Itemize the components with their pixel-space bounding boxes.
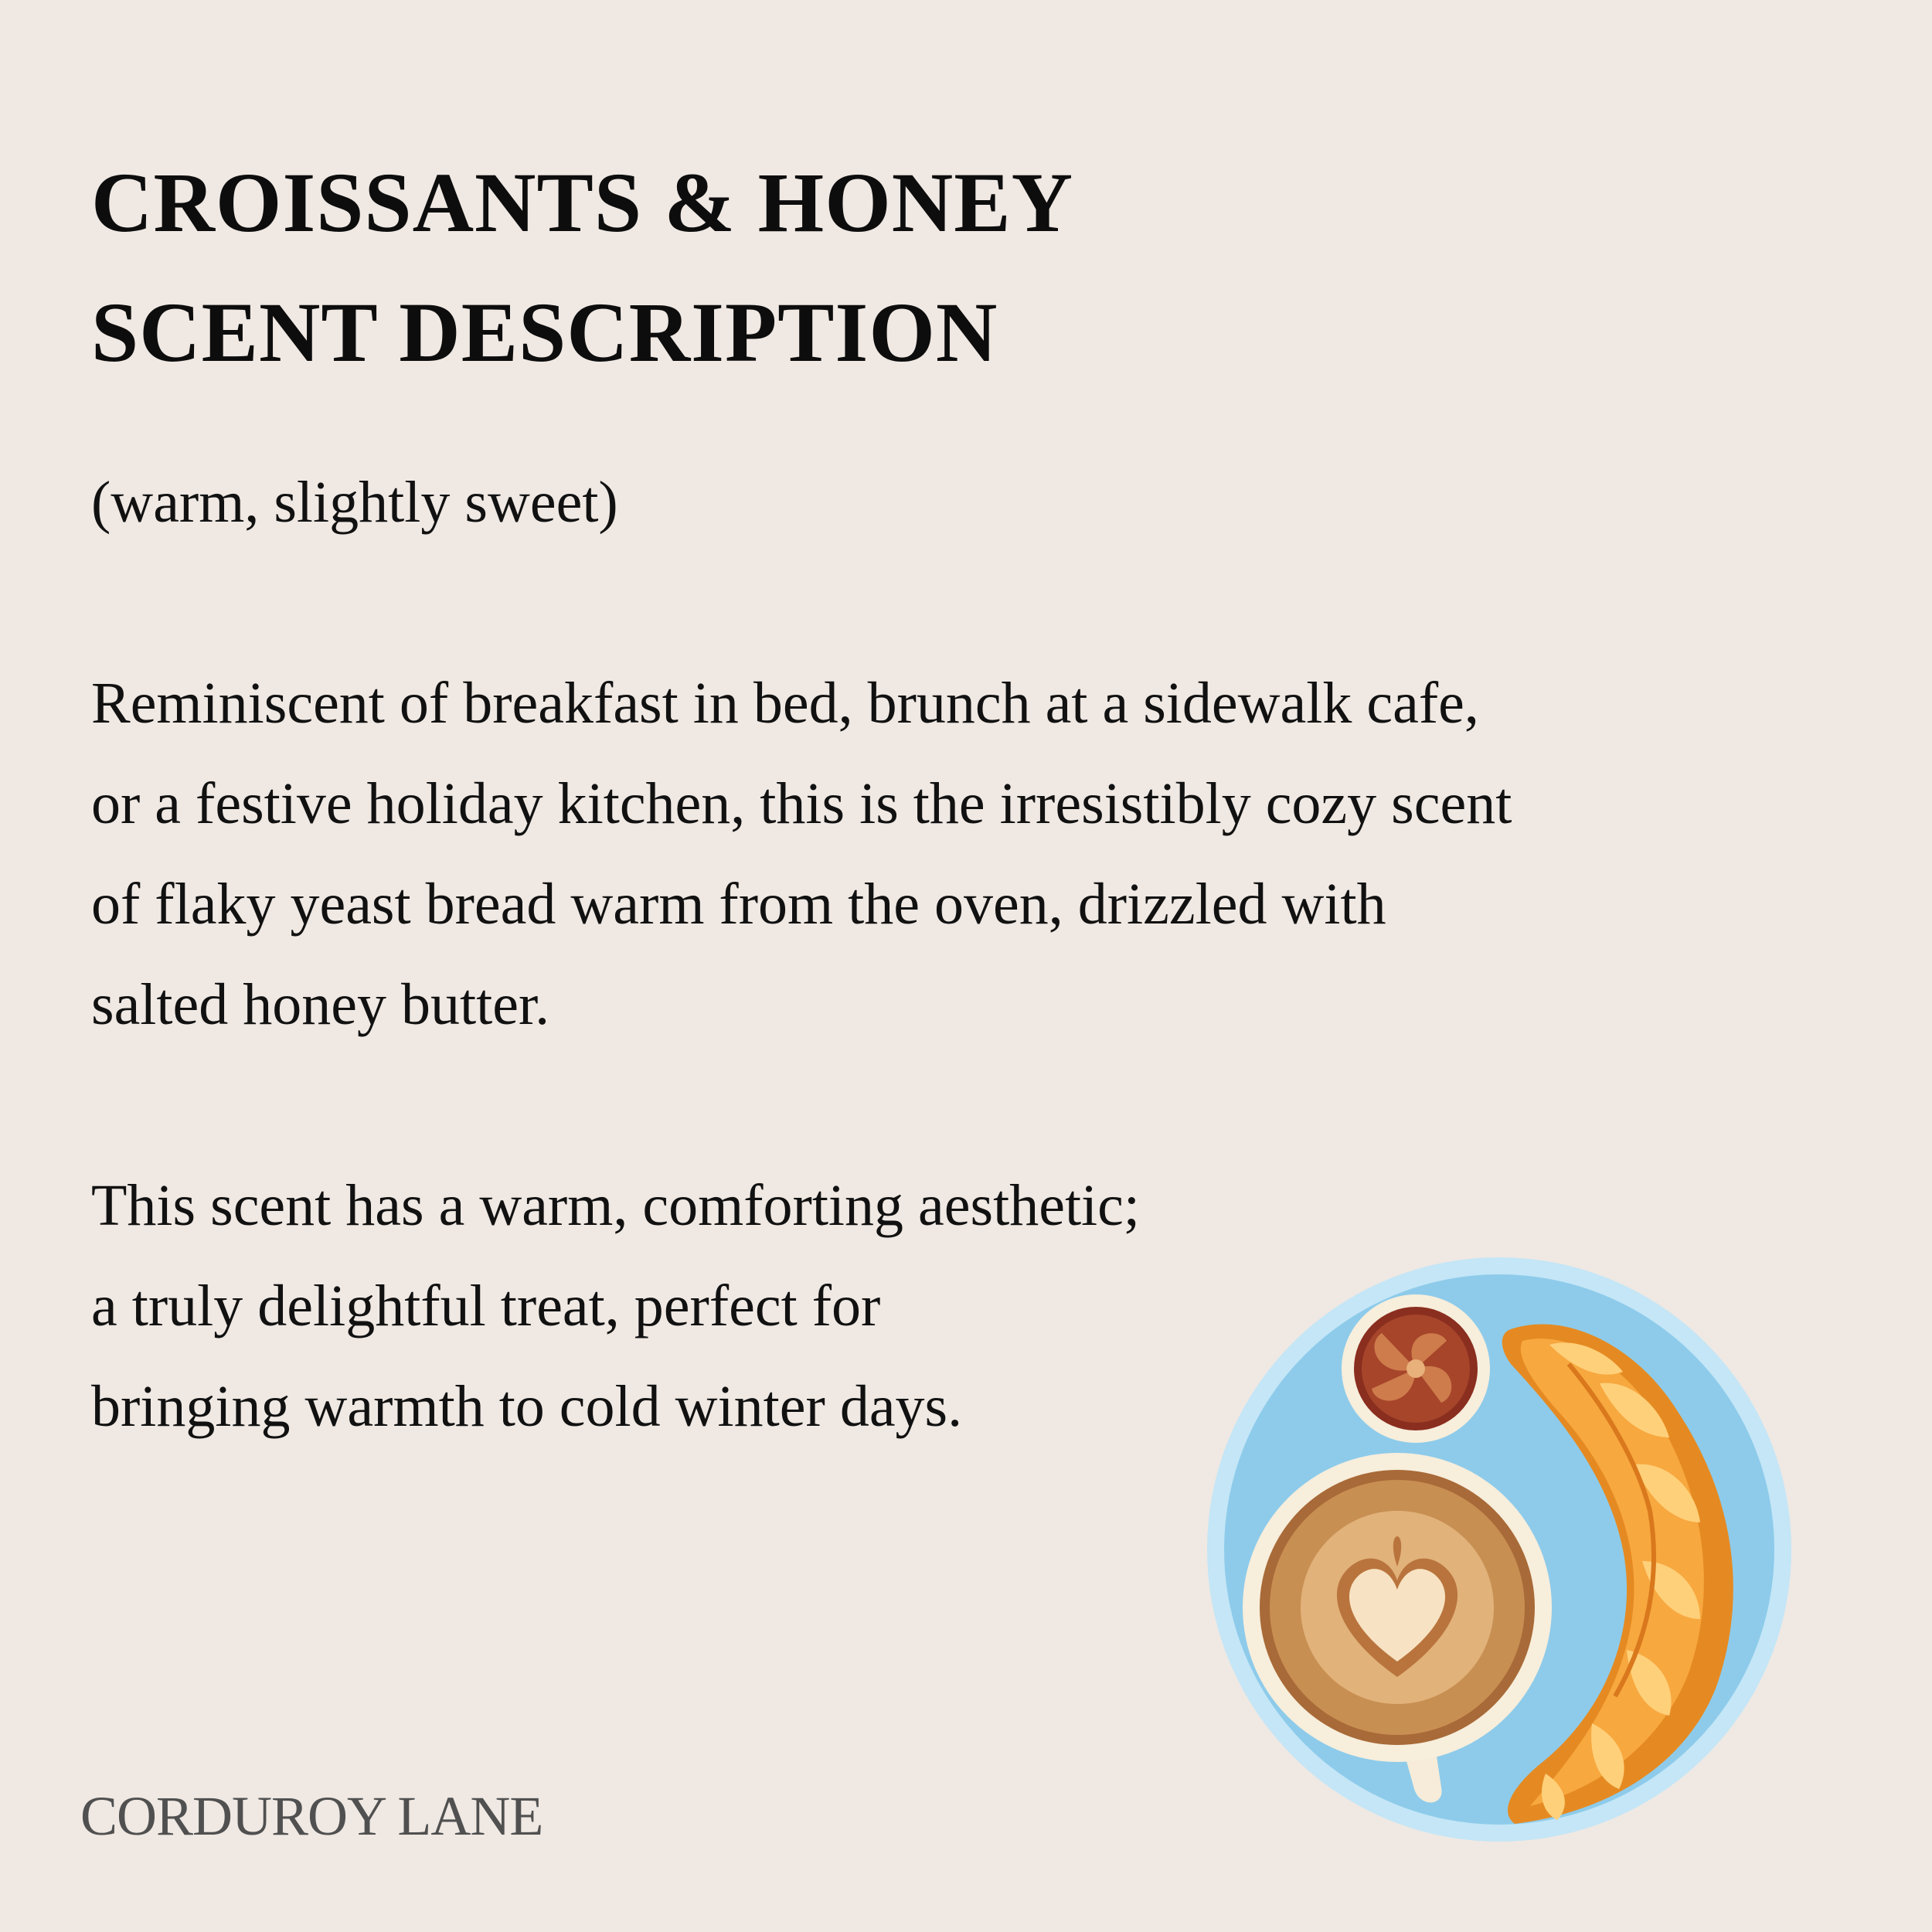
description-line: of flaky yeast bread warm from the oven, drizzled with: [91, 872, 1386, 937]
scent-notes-subtitle: (warm, slightly sweet): [91, 470, 618, 535]
aesthetic-line: This scent has a warm, comforting aesthetic;: [91, 1173, 1141, 1238]
espresso-cup-icon: [1342, 1294, 1490, 1443]
page-title: [91, 138, 1073, 397]
title-line-2: SCENT DESCRIPTION: [91, 285, 998, 379]
title-line-1: CROISSANTS & HONEY: [91, 155, 1074, 250]
aesthetic-line: a truly delightful treat, perfect for: [91, 1274, 881, 1338]
description-line: salted honey butter.: [91, 972, 550, 1037]
scent-description: [91, 653, 1512, 1055]
brand-logo: CORDUROY LANE: [80, 1785, 543, 1847]
description-line: or a festive holiday kitchen, this is the irresistibly cozy scent: [91, 771, 1512, 836]
breakfast-plate-illustration: [1206, 1256, 1793, 1843]
scent-aesthetic: [91, 1155, 1140, 1457]
description-line: Reminiscent of breakfast in bed, brunch at a sidewalk cafe,: [91, 671, 1479, 736]
aesthetic-line: bringing warmth to cold winter days.: [91, 1374, 963, 1439]
